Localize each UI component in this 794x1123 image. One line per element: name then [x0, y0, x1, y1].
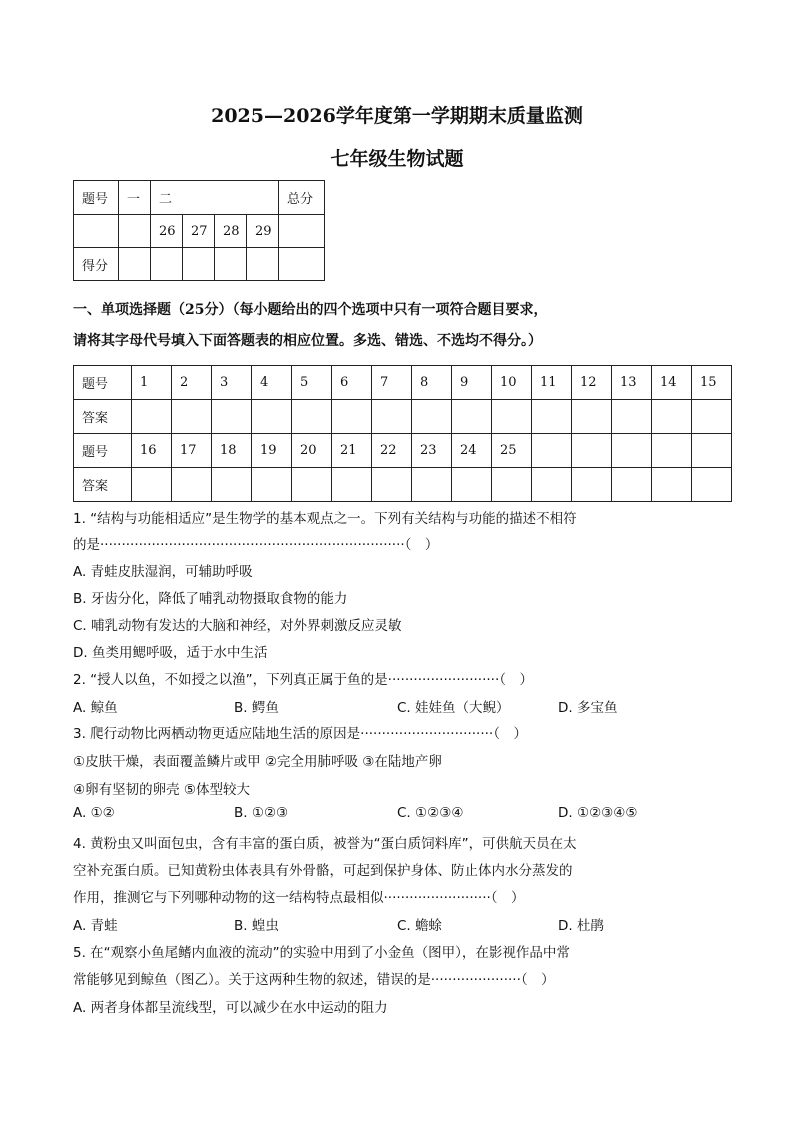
question-5-stem-2: 常能够见到鲸鱼（图乙）。关于这两种生物的叙述，错误的是·····················（ ）	[73, 972, 555, 988]
answer-number-cell: 25	[492, 434, 532, 468]
question-2-option-b: B. 鳄鱼	[234, 700, 279, 716]
answer-blank-cell	[532, 468, 572, 502]
answer-blank-cell[interactable]	[372, 468, 412, 502]
answer-number-cell: 20	[292, 434, 332, 468]
question-3-option-d: D. ①②③④⑤	[558, 805, 638, 821]
answer-blank-cell[interactable]	[532, 400, 572, 434]
answer-blank-cell[interactable]	[332, 468, 372, 502]
answer-row-numbers-2	[74, 434, 732, 468]
answer-blank-cell[interactable]	[252, 400, 292, 434]
answer-blank-cell[interactable]	[332, 400, 372, 434]
question-4-option-c: C. 蟾蜍	[397, 918, 443, 934]
answer-blank-cell[interactable]	[572, 400, 612, 434]
question-2-option-a: A. 鲸鱼	[73, 700, 118, 716]
answer-number-cell: 2	[172, 366, 212, 400]
score-cell-part2: 二	[151, 181, 279, 215]
answer-number-cell: 22	[372, 434, 412, 468]
answer-number-cell: 17	[172, 434, 212, 468]
score-cell-26: 26	[151, 215, 183, 248]
answer-blank-cell[interactable]	[292, 468, 332, 502]
answer-number-cell: 16	[132, 434, 172, 468]
answer-number-cell: 8	[412, 366, 452, 400]
answer-row-blank-2	[74, 468, 732, 502]
answer-blank-cell	[612, 468, 652, 502]
score-cell	[151, 248, 183, 281]
answer-number-cell: 3	[212, 366, 252, 400]
answer-blank-cell[interactable]	[412, 400, 452, 434]
answer-number-cell: 11	[532, 366, 572, 400]
question-4-stem-1: 4. 黄粉虫又叫面包虫，含有丰富的蛋白质，被誉为“蛋白质饲料库”，可供航天员在太	[73, 836, 577, 852]
question-4-option-a: A. 青蛙	[73, 918, 118, 934]
score-cell	[279, 248, 325, 281]
score-cell	[74, 215, 119, 248]
answer-blank-cell[interactable]	[132, 468, 172, 502]
question-3-statements-1: ①皮肤干燥，表面覆盖鳞片或甲 ②完全用肺呼吸 ③在陆地产卵	[73, 754, 442, 770]
answer-blank-cell[interactable]	[612, 400, 652, 434]
answer-row-numbers-1	[74, 366, 732, 400]
question-1-option-d: D. 鱼类用鳃呼吸，适于水中生活	[73, 645, 268, 661]
answer-blank-cell[interactable]	[292, 400, 332, 434]
answer-number-cell: 13	[612, 366, 652, 400]
question-3-option-c: C. ①②③④	[397, 805, 464, 821]
answer-label-question: 题号	[74, 434, 132, 468]
question-5-stem-1: 5. 在“观察小鱼尾鳍内血液的流动”的实验中用到了小金鱼（图甲），在影视作品中常	[73, 945, 570, 961]
answer-blank-cell[interactable]	[172, 468, 212, 502]
answer-number-cell	[612, 434, 652, 468]
answer-number-cell: 23	[412, 434, 452, 468]
answer-blank-cell[interactable]	[692, 400, 732, 434]
question-3-statements-2: ④卵有坚韧的卵壳 ⑤体型较大	[73, 782, 250, 798]
answer-number-cell	[692, 434, 732, 468]
answer-number-cell: 6	[332, 366, 372, 400]
question-1-option-a: A. 青蛙皮肤湿润，可辅助呼吸	[73, 564, 253, 580]
answer-label-question: 题号	[74, 366, 132, 400]
answer-blank-cell	[692, 468, 732, 502]
answer-blank-cell	[652, 468, 692, 502]
answer-number-cell: 10	[492, 366, 532, 400]
answer-number-cell: 19	[252, 434, 292, 468]
answer-blank-cell[interactable]	[172, 400, 212, 434]
score-cell	[183, 248, 215, 281]
answer-blank-cell[interactable]	[252, 468, 292, 502]
score-cell-part1: 一	[119, 181, 151, 215]
score-cell	[247, 248, 279, 281]
answer-number-cell: 21	[332, 434, 372, 468]
question-4-stem-2: 空补充蛋白质。已知黄粉虫体表具有外骨骼，可起到保护身体、防止体内水分蒸发的	[73, 863, 573, 879]
score-cell-points-label: 得分	[74, 248, 119, 281]
question-1-option-c: C. 哺乳动物有发达的大脑和神经，对外界刺激反应灵敏	[73, 618, 402, 634]
answer-number-cell: 18	[212, 434, 252, 468]
score-cell-label: 题号	[74, 181, 119, 215]
question-4-stem-3: 作用，推测它与下列哪种动物的这一结构特点最相似·························（ ）	[73, 890, 525, 906]
answer-blank-cell[interactable]	[452, 400, 492, 434]
answer-number-cell: 15	[692, 366, 732, 400]
answer-number-cell	[572, 434, 612, 468]
answer-number-cell: 1	[132, 366, 172, 400]
answer-blank-cell[interactable]	[452, 468, 492, 502]
answer-blank-cell[interactable]	[492, 468, 532, 502]
exam-subtitle: 七年级生物试题	[330, 148, 464, 170]
question-3-option-a: A. ①②	[73, 805, 115, 821]
question-2-option-c: C. 娃娃鱼（大鲵）	[397, 700, 510, 716]
question-5-option-a: A. 两者身体都呈流线型，可以减少在水中运动的阻力	[73, 1000, 388, 1016]
answer-blank-cell[interactable]	[492, 400, 532, 434]
question-4-option-d: D. 杜鹃	[558, 918, 604, 934]
answer-number-cell: 4	[252, 366, 292, 400]
answer-label-answer: 答案	[74, 400, 132, 434]
score-cell-total: 总分	[279, 181, 325, 215]
question-1-stem: 1. “结构与功能相适应”是生物学的基本观点之一。下列有关结构与功能的描述不相符	[73, 511, 577, 527]
question-2-option-d: D. 多宝鱼	[558, 700, 618, 716]
section-instructions: 请将其字母代号填入下面答题表的相应位置。多选、错选、不选均不得分。）	[73, 333, 542, 349]
score-cell	[119, 215, 151, 248]
score-cell	[119, 248, 151, 281]
answer-number-cell: 9	[452, 366, 492, 400]
answer-blank-cell[interactable]	[372, 400, 412, 434]
question-1-option-b: B. 牙齿分化，降低了哺乳动物摄取食物的能力	[73, 591, 348, 607]
score-cell-29: 29	[247, 215, 279, 248]
score-table	[73, 180, 325, 281]
score-cell	[215, 248, 247, 281]
answer-blank-cell[interactable]	[132, 400, 172, 434]
answer-row-blank-1	[74, 400, 732, 434]
score-cell-28: 28	[215, 215, 247, 248]
answer-number-cell: 14	[652, 366, 692, 400]
answer-number-cell	[532, 434, 572, 468]
answer-blank-cell[interactable]	[412, 468, 452, 502]
answer-number-cell	[652, 434, 692, 468]
question-4-option-b: B. 蝗虫	[234, 918, 279, 934]
question-3-stem: 3. 爬行动物比两栖动物更适应陆地生活的原因是·······························（ ）	[73, 726, 527, 742]
answer-blank-cell[interactable]	[212, 400, 252, 434]
exam-title: 2025—2026学年度第一学期期末质量监测	[211, 105, 583, 127]
answer-label-answer: 答案	[74, 468, 132, 502]
answer-number-cell: 24	[452, 434, 492, 468]
answer-blank-cell	[572, 468, 612, 502]
score-cell	[279, 215, 325, 248]
section-heading: 一、单项选择题（25分）（每小题给出的四个选项中只有一项符合题目要求，	[73, 302, 548, 318]
answer-blank-cell[interactable]	[212, 468, 252, 502]
answer-number-cell: 12	[572, 366, 612, 400]
answer-table	[73, 365, 732, 502]
question-3-option-b: B. ①②③	[234, 805, 289, 821]
score-cell-27: 27	[183, 215, 215, 248]
answer-number-cell: 5	[292, 366, 332, 400]
question-1-stem-end: 的是·······································································（ ）	[73, 537, 439, 553]
question-2-stem: 2. “授人以鱼，不如授之以渔”，下列真正属于鱼的是··························（ ）	[73, 672, 533, 688]
answer-blank-cell[interactable]	[652, 400, 692, 434]
answer-number-cell: 7	[372, 366, 412, 400]
